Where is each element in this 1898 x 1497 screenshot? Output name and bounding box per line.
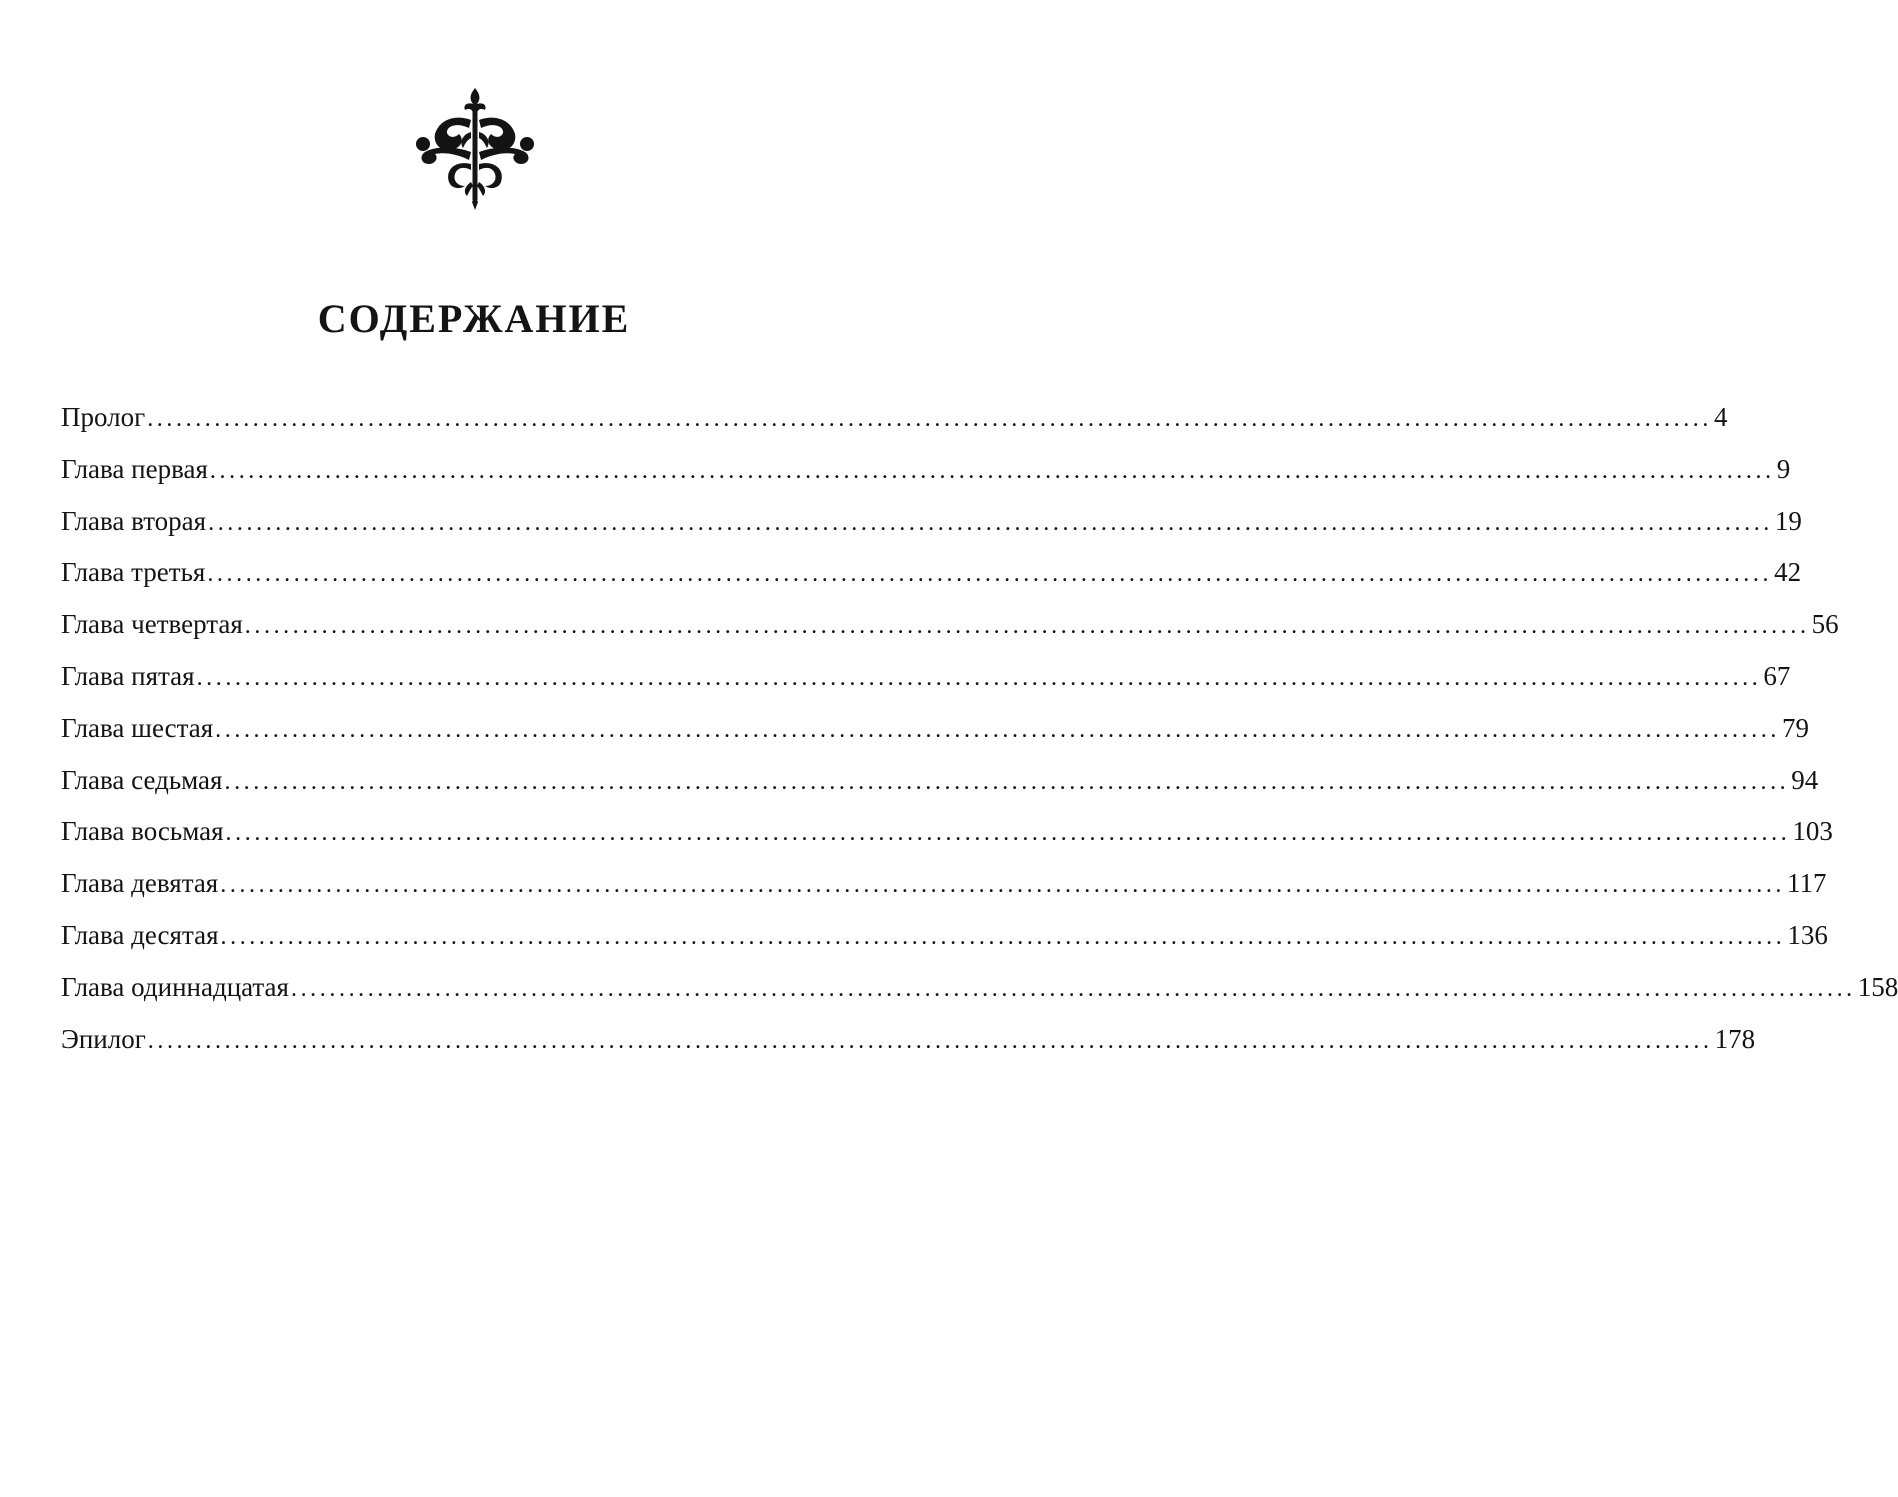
toc-entry [61, 651, 1791, 703]
toc-entry [61, 910, 1828, 962]
toc-entry [61, 806, 1833, 858]
toc-page-number: 117 [1787, 868, 1827, 899]
toc-dot-leader: ................................................................................................................................................................... [208, 509, 1773, 536]
toc-dot-leader: ................................................................................................................................................................... [196, 664, 1762, 691]
toc-entry-title: Глава четвертая [61, 609, 243, 640]
toc-entry-title: Глава одиннадцатая [61, 971, 289, 1002]
toc-entry [61, 962, 1898, 1014]
toc-entry [61, 1014, 1756, 1066]
toc-entry-title: Глава шестая [61, 712, 214, 743]
toc-page-number: 158 [1857, 971, 1898, 1002]
toc-entry [61, 496, 1802, 548]
toc-dot-leader: ................................................................................................................................................................... [147, 1027, 1713, 1054]
toc-page-number: 103 [1792, 816, 1833, 847]
toc-dot-leader: ................................................................................................................................................................... [209, 457, 1775, 484]
toc-dot-leader: ................................................................................................................................................................... [215, 716, 1780, 743]
toc-page-number: 56 [1811, 609, 1839, 640]
toc-page-number: 67 [1763, 660, 1791, 691]
toc-entry [61, 599, 1839, 651]
ornament [411, 86, 539, 210]
toc-page-number: 178 [1714, 1023, 1756, 1054]
page-title: СОДЕРЖАНИЕ [317, 295, 631, 341]
toc-dot-leader: ................................................................................................................................................................... [224, 768, 1790, 795]
toc-entry [61, 858, 1827, 910]
toc-entry [61, 444, 1791, 496]
toc-dot-leader: ................................................................................................................................................................... [220, 923, 1786, 950]
toc-page-number: 94 [1791, 764, 1819, 795]
toc-entry-title: Глава десятая [61, 919, 219, 950]
table-of-contents [61, 392, 1898, 1065]
toc-page-number: 19 [1774, 505, 1802, 536]
toc-page-number: 9 [1776, 453, 1791, 484]
toc-entry-title: Глава вторая [61, 505, 207, 536]
toc-page-number: 79 [1781, 712, 1809, 743]
toc-entry-title: Глава седьмая [61, 764, 223, 795]
toc-dot-leader: ................................................................................................................................................................... [147, 406, 1713, 432]
toc-dot-leader: ................................................................................................................................................................... [244, 613, 1810, 640]
toc-entry-title: Глава третья [61, 557, 206, 588]
toc-entry-title: Глава девятая [61, 868, 219, 899]
toc-entry-title: Глава восьмая [61, 816, 224, 847]
toc-entry [61, 703, 1809, 755]
toc-entry-title: Эпилог [61, 1023, 146, 1054]
toc-entry [61, 392, 1728, 444]
toc-dot-leader: ................................................................................................................................................................... [220, 872, 1786, 899]
floral-ornament-icon [411, 86, 539, 210]
toc-dot-leader: ................................................................................................................................................................... [225, 820, 1791, 847]
toc-dot-leader: ................................................................................................................................................................... [207, 561, 1773, 588]
toc-entry-title: Пролог [61, 402, 146, 432]
toc-dot-leader: ................................................................................................................................................................... [290, 975, 1856, 1002]
toc-entry [61, 547, 1802, 599]
toc-entry-title: Глава первая [61, 453, 208, 484]
toc-page-number: 42 [1774, 557, 1802, 588]
toc-entry [61, 755, 1819, 807]
toc-page-number: 4 [1714, 402, 1728, 432]
toc-entry-title: Глава пятая [61, 660, 195, 691]
toc-page-number: 136 [1787, 919, 1828, 950]
